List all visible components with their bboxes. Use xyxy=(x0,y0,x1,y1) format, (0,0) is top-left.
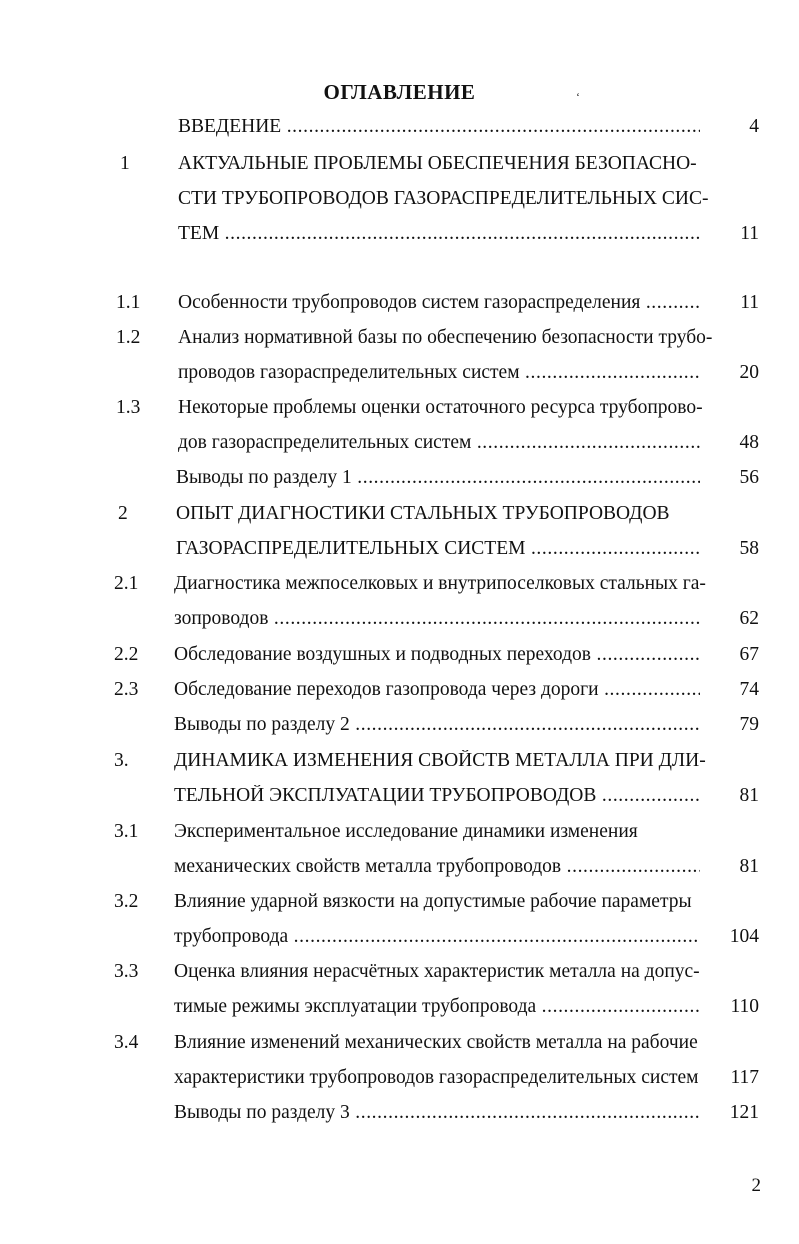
toc-entry-text: Оценка влияния нерасчётных характеристик металла на допус- xyxy=(174,961,700,982)
toc-entry-number: 3.2 xyxy=(114,891,139,912)
toc-line xyxy=(0,1032,799,1062)
toc-line xyxy=(0,116,799,146)
toc-entry-number: 3.1 xyxy=(114,821,139,842)
toc-entry-text: Выводы по разделу 2 ..... xyxy=(174,714,700,736)
toc-entry-text: Особенности трубопроводов систем газораспределения ..... xyxy=(178,292,700,314)
toc-line xyxy=(0,821,799,851)
scan-speck: ‘ xyxy=(576,90,580,104)
toc-entry-text: Влияние ударной вязкости на допустимые рабочие параметры xyxy=(174,891,692,912)
toc-entry-text: Анализ нормативной базы по обеспечению безопасности трубо- xyxy=(178,327,713,348)
toc-entry-text: ТЕЛЬНОЙ ЭКСПЛУАТАЦИИ ТРУБОПРОВОДОВ ..... xyxy=(174,785,700,807)
toc-entry-number: 2.2 xyxy=(114,644,139,665)
toc-line xyxy=(0,573,799,603)
toc-entry-text: АКТУАЛЬНЫЕ ПРОБЛЕМЫ ОБЕСПЕЧЕНИЯ БЕЗОПАСНО- xyxy=(178,153,697,174)
toc-entry-page: 104 xyxy=(729,926,759,947)
toc-line xyxy=(0,1067,799,1097)
toc-entry-text: проводов газораспределительных систем ..... xyxy=(178,362,700,384)
toc-entry-number: 1.3 xyxy=(116,397,141,418)
toc-line xyxy=(0,188,799,218)
toc-entry-text: Диагностика межпоселковых и внутрипоселковых стальных га- xyxy=(174,573,706,594)
toc-entry-text: Выводы по разделу 3 ..... xyxy=(174,1102,700,1124)
toc-entry-text: Влияние изменений механических свойств металла на рабочие xyxy=(174,1032,698,1053)
toc-entry-page: 20 xyxy=(739,362,759,383)
toc-entry-page: 58 xyxy=(739,538,759,559)
toc-entry-number: 3.4 xyxy=(114,1032,139,1053)
toc-entry-text: СТИ ТРУБОПРОВОДОВ ГАЗОРАСПРЕДЕЛИТЕЛЬНЫХ СИС- xyxy=(178,188,709,209)
toc-line xyxy=(0,679,799,709)
toc-line xyxy=(0,891,799,921)
toc-line xyxy=(0,996,799,1026)
toc-entry-page: 4 xyxy=(749,116,759,137)
toc-entry-page: 121 xyxy=(729,1102,759,1123)
toc-line xyxy=(0,292,799,322)
toc-entry-page: 67 xyxy=(739,644,759,665)
toc-entry-number: 2.1 xyxy=(114,573,139,594)
toc-entry-page: 62 xyxy=(739,608,759,629)
toc-entry-text: ТЕМ ..... xyxy=(178,223,700,245)
toc-line xyxy=(0,644,799,674)
toc-entry-text: механических свойств металла трубопроводов ..... xyxy=(174,856,700,878)
toc-entry-number: 1 xyxy=(120,153,130,174)
toc-entry-text: характеристики трубопроводов газораспределительных систем ..... xyxy=(174,1067,700,1089)
toc-entry-page: 81 xyxy=(739,856,759,877)
toc-line xyxy=(0,467,799,497)
toc-line xyxy=(0,856,799,886)
toc-line xyxy=(0,432,799,462)
toc-line xyxy=(0,362,799,392)
toc-entry-text: Обследование воздушных и подводных переходов ..... xyxy=(174,644,700,666)
toc-line xyxy=(0,608,799,638)
toc-entry-text: дов газораспределительных систем ..... xyxy=(178,432,700,454)
toc-entry-text: ОПЫТ ДИАГНОСТИКИ СТАЛЬНЫХ ТРУБОПРОВОДОВ xyxy=(176,503,670,524)
toc-entry-page: 48 xyxy=(739,432,759,453)
toc-entry-text: трубопровода ..... xyxy=(174,926,700,948)
toc-entry-number: 1.1 xyxy=(116,292,141,313)
toc-line xyxy=(0,926,799,956)
toc-entry-text: ДИНАМИКА ИЗМЕНЕНИЯ СВОЙСТВ МЕТАЛЛА ПРИ ДЛИ- xyxy=(174,750,706,771)
toc-entry-text: тимые режимы эксплуатации трубопровода ..... xyxy=(174,996,700,1018)
toc-entry-page: 11 xyxy=(740,292,759,313)
toc-line xyxy=(0,785,799,815)
toc-entry-text: Обследование переходов газопровода через дороги ..... xyxy=(174,679,700,701)
toc-entry-text: Некоторые проблемы оценки остаточного ресурса трубопрово- xyxy=(178,397,703,418)
toc-entry-page: 79 xyxy=(739,714,759,735)
toc-entry-text: Выводы по разделу 1 ..... xyxy=(176,467,700,489)
toc-entry-number: 1.2 xyxy=(116,327,141,348)
page-number: 2 xyxy=(751,1175,761,1196)
toc-line xyxy=(0,397,799,427)
toc-line xyxy=(0,327,799,357)
toc-entry-text: ГАЗОРАСПРЕДЕЛИТЕЛЬНЫХ СИСТЕМ ..... xyxy=(176,538,700,560)
toc-entry-page: 56 xyxy=(739,467,759,488)
toc-entry-page: 81 xyxy=(739,785,759,806)
toc-entry-page: 74 xyxy=(739,679,759,700)
toc-entry-text: зопроводов ..... xyxy=(174,608,700,630)
toc-entry-text: ВВЕДЕНИЕ ..... xyxy=(178,116,700,138)
toc-entry-page: 117 xyxy=(730,1067,759,1088)
toc-line xyxy=(0,1102,799,1132)
toc-entry-number: 2.3 xyxy=(114,679,139,700)
toc-line xyxy=(0,750,799,780)
toc-line xyxy=(0,538,799,568)
toc-entry-number: 3. xyxy=(114,750,129,771)
toc-line xyxy=(0,153,799,183)
toc-line xyxy=(0,961,799,991)
toc-entry-page: 110 xyxy=(730,996,759,1017)
page-title: ОГЛАВЛЕНИЕ xyxy=(323,80,476,104)
toc-entry-number: 3.3 xyxy=(114,961,139,982)
toc-entry-number: 2 xyxy=(118,503,128,524)
toc-entry-text: Экспериментальное исследование динамики изменения xyxy=(174,821,638,842)
toc-entry-page: 11 xyxy=(740,223,759,244)
toc-line xyxy=(0,503,799,533)
toc-line xyxy=(0,714,799,744)
toc-line xyxy=(0,223,799,253)
